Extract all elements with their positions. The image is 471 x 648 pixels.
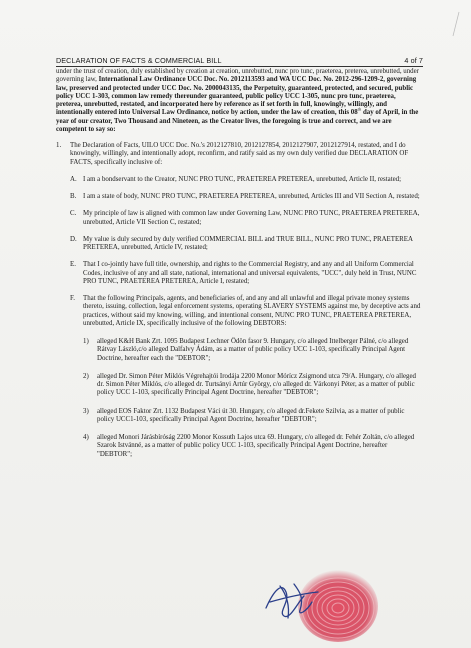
debtor-label: 4) <box>83 434 89 441</box>
signature-icon <box>260 572 324 624</box>
debtor-item-1 <box>56 338 423 363</box>
sub-item-b <box>56 193 423 201</box>
sub-item-text: That I co-jointly have full title, ownership, and rights to the Commercial Registry, and any and all Uniform Commercial Codes, inclusive of any and all state, national, international and universal equivalents, "UCC", duly held in Trust, NUNC PRO TUNC, PRAETEREA PRETEREA, Article I, restated; <box>83 261 417 285</box>
sub-item-text: My value is duly secured by duly verified COMMERCIAL BILL and TRUE BILL, NUNC PRO TUNC, PRAETEREA PRETEREA, unrebutted, Article IV, restated; <box>83 235 413 251</box>
numbered-item-1 <box>56 142 423 167</box>
page-number: 4 of 7 <box>404 56 423 65</box>
sub-item-c <box>56 210 423 227</box>
item-number: 1. <box>56 142 62 149</box>
debtor-item-4 <box>56 434 423 459</box>
sub-item-label: F. <box>70 295 76 302</box>
debtor-label: 3) <box>83 407 89 415</box>
debtor-label: 1) <box>83 338 89 345</box>
sub-item-label: C. <box>70 210 77 218</box>
page-header <box>56 56 423 65</box>
header-rule <box>56 66 423 67</box>
sub-item-text: My principle of law is aligned with common law under Governing Law, NUNC PRO TUNC, PRAETEREA PRETEREA, unrebutted, Article VII Section C, restated; <box>83 210 420 226</box>
intro-text-pre: under the trust of creation, duly established by creation at creation, unrebutted, nunc pro tunc, praeterea, preterea, unrebutted, under governing law, <box>56 68 419 84</box>
sub-item-label: A. <box>70 175 77 183</box>
debtor-label: 2) <box>83 372 89 380</box>
debtor-text: alleged EOS Faktor Zrt. 1132 Budapest Váci út 30. Hungary, c/o alleged dr.Fekete Szilvia, as a matter of public policy UCC1-103, specifically Principal Agent Doctrine, hereafter "DEBTOR"; <box>97 407 405 423</box>
sub-item-f <box>56 295 423 328</box>
sub-item-label: B. <box>70 193 77 200</box>
item-text: The Declaration of Facts, UILO UCC Doc. No.'s 2012127810, 2012127854, 2012127907, 2012127914, restated, and I do knowingly, willingly, and intentionally adopt, reconfirm, and ratify said as my own duly verified due DECLARATION OF FACTS, specifically inclusive of: <box>70 142 409 166</box>
sub-item-label: E. <box>70 261 76 269</box>
sub-item-text: That the following Principals, agents, and beneficiaries of, and any and all unlawful and illegal private money systems thereto, issuing, collection, legal enforcement systems, operating SLAVERY SYSTEMS against me, by deceptive acts and practices, without said my knowing, willing, and intentional consent, NUNC PRO TUNC, PRAETEREA PRETEREA, unrebutted, Article IX, specifically inclusive of the following DEBTORS: <box>83 295 421 327</box>
intro-superscript: th <box>357 106 362 112</box>
intro-paragraph <box>56 68 423 134</box>
sub-item-d <box>56 236 423 253</box>
sub-item-a <box>56 176 423 184</box>
sub-item-text: I am a state of body, NUNC PRO TUNC, PRAETEREA PRETEREA, unrebutted, Articles III and VII Section A, restated; <box>83 193 420 200</box>
debtor-text: alleged Dr. Simon Péter Miklós Végrehajtói Irodája 2200 Monor Mórícz Zsigmond utca 79/A. Hungary, c/o alleged dr. Simon Péter Miklós, c/o alleged dr. Turtsányi Artúr György, c/o alleged dr. Várkonyi Péter, as a matter of public policy UCC 1-103, specifically Principal Agent Doctrine, hereafter "DEBTOR"; <box>97 372 417 397</box>
debtor-item-3 <box>56 408 423 425</box>
debtor-item-2 <box>56 373 423 398</box>
document-body <box>56 68 423 459</box>
intro-text-bold: International Law Ordinance UCC Doc. No. 2012113593 and WA UCC Doc. No. 2012-296-1209-2, governing law, preserved and protected under UCC Doc. No. 2000043135, the Perpetuity, guaranteed, protected, and secured, public policy UCC 1-303, common law remedy thereunder guaranteed, public policy UCC 1-305, nunc pro tunc, praeterea, preterea, unrebutted, restated, and incorporated here by reference as if set forth in full, knowingly, willingly, and intentionally entered into Universal Law Ordinance, notice by action, under the law of creation, this 08 <box>56 76 417 117</box>
debtor-text: alleged Monori Járásbíróság 2200 Monor Kossuth Lajos utca 69. Hungary, c/o alleged dr. Fehér Zoltán, c/o alleged Szarok Istvánné, as a matter of public policy UCC 1-103, specifically Principal Agent Doctrine, hereafter "DEBTOR"; <box>97 434 415 458</box>
sub-item-text: I am a bondservant to the Creator, NUNC PRO TUNC, PRAETEREA PRETEREA, unrebutted, Article II, restated; <box>83 175 402 183</box>
debtor-text: alleged K&H Bank Zrt. 1095 Budapest Lechner Ödön fasor 9. Hungary, c/o alleged Ittelberger Pálné, c/o alleged Rátvay László,c/o alleged Dalfalvy Ádám, as a matter of public policy UCC 1-103, specifically Principal Agent Doctrine, hereafter each the "DEBTOR"; <box>97 338 409 362</box>
sub-item-label: D. <box>70 235 77 243</box>
header-title: DECLARATION OF FACTS & COMMERCIAL BILL <box>56 56 222 65</box>
intro-text-post: day of April, in the year of our creator, Two Thousand and Nineteen, as the Creator lives, the foregoing is true and correct, and we are competent to say so: <box>56 109 419 133</box>
corner-pencil-mark <box>447 10 463 40</box>
sub-item-e <box>56 261 423 286</box>
